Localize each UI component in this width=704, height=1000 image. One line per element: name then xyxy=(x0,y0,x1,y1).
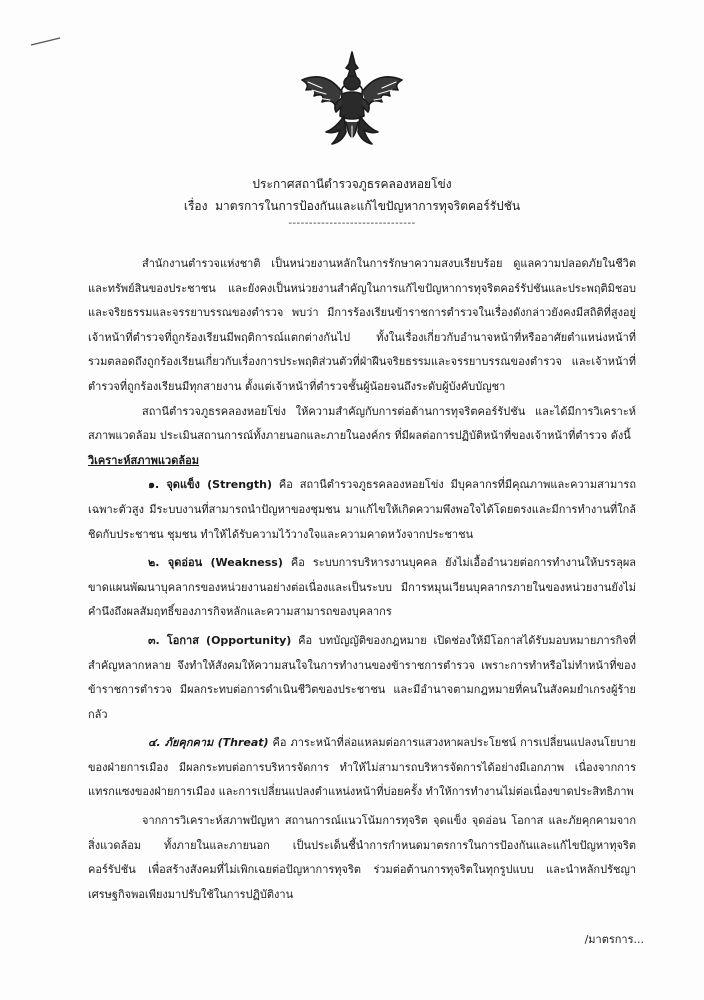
analysis-item-opportunity xyxy=(88,629,636,727)
item-title: ๔. ภัยคุกคาม (Threat) xyxy=(148,736,269,750)
item-title: ๒. จุดอ่อน (Weakness) xyxy=(148,556,283,570)
analysis-item-threat xyxy=(88,731,636,805)
subject-label: เรื่อง xyxy=(183,199,208,213)
announcement-subject xyxy=(0,195,704,217)
item-text: คือ ระบบการบริหารงานบุคคล ยังไม่เอื้ออำนวยต่อการทำงานให้บรรลุผล ขาดแผนพัฒนาบุคลากรของหน่วยงานอย่างต่อเนื่องและเป็นระบบ มีการหมุนเวียนบุคลากรภายในของหน่วยงานยังไม่คำนึงถึงผลสัมฤทธิ์ของภารกิจหลักและความสามารถของบุคลากร xyxy=(88,556,637,619)
document-body xyxy=(88,252,636,907)
intro-paragraph-2: สถานีตำรวจภูธรคลองหอยโข่ง ให้ความสำคัญกับการต่อต้านการทุจริตคอร์รัปชัน และได้มีการวิเคราะห์สภาพแวดล้อม ประเมินสถานการณ์ทั้งภายนอกและภายในองค์กร ที่มีผลต่อการปฏิบัติหน้าที่ของเจ้าหน้าที่ตำรวจ ดังนี้ xyxy=(88,404,636,443)
page-continuation: /มาตรการ... xyxy=(584,933,644,946)
item-text: คือ ภาระหน้าที่ล่อแหลมต่อการแสวงหาผลประโยชน์ การเปลี่ยนแปลงนโยบายของฝ่ายการเมือง มีผลกระทบต่อการบริหารจัดการ ทำให้ไม่สามารถบริหารจัดการได้อย่างมีเอกภาพ เนื่องจากการแทรกแซงของฝ่ายการเมือง และการเปลี่ยนแปลงตำแหน่งหน้าที่บ่อยครั้ง ทำให้การทำงานไม่ต่อเนื่องขาดประสิทธิภาพ xyxy=(88,736,636,799)
garuda-emblem-icon xyxy=(296,50,408,154)
subject-text: มาตรการในการป้องกันและแก้ไขปัญหาการทุจริตคอร์รัปชัน xyxy=(215,199,521,213)
analysis-heading: วิเคราะห์สภาพแวดล้อม xyxy=(88,453,199,467)
announcement-header xyxy=(0,173,704,231)
item-title: ๑. จุดแข็ง (Strength) xyxy=(148,478,273,492)
analysis-item-weakness xyxy=(88,551,636,625)
item-title: ๓. โอกาส (Opportunity) xyxy=(148,633,292,647)
scan-mark xyxy=(30,36,62,46)
analysis-conclusion: จากการวิเคราะห์สภาพปัญหา สถานการณ์แนวโน้มการทุจริต จุดแข็ง จุดอ่อน โอกาส และภัยคุกคามจากสิ่งแวดล้อม ทั้งภายในและภายนอก เป็นประเด็นชี้นำการกำหนดมาตรการในการป้องกันและแก้ไขปัญหาทุจริตคอร์รัปชัน เพื่อสร้างสังคมที่ไม่เพิกเฉยต่อปัญหาการทุจริต ร่วมต่อต้านการทุจริตในทุกรูปแบบ และนำหลักปรัชญาเศรษฐกิจพอเพียงมาปรับใช้ในการปฏิบัติงาน xyxy=(88,814,636,901)
item-text: คือ บทบัญญัติของกฎหมาย เปิดช่องให้มีโอกาสได้รับมอบหมายภารกิจที่สำคัญหลากหลาย จึงทำให้สังคมให้ความสนใจในการทำงานของข้าราชการตำรวจ เพราะการทำหรือไม่ทำหน้าที่ของข้าราชการตำรวจ มีผลกระทบต่อการดำเนินชีวิตของประชาชน และมีอำนาจตามกฎหมายที่คนในสังคมยำเกรงผู้ร้ายกลัว xyxy=(88,633,636,721)
analysis-item-strength xyxy=(88,473,636,547)
announcement-title: ประกาศสถานีตำรวจภูธรคลองหอยโข่ง xyxy=(252,177,452,191)
item-text: คือ สถานีตำรวจภูธรคลองหอยโข่ง มีบุคลากรที่มีคุณภาพและความสามารถเฉพาะตัวสูง มีระบบงานที่สามารถนำปัญหาของชุมชน มาแก้ไขให้เกิดความพึงพอใจได้โดยตรงและมีการทำงานที่ใกล้ชิดกับประชาชน ชุมชน ทำให้ได้รับความไว้วางใจและความคาดหวังจากประชาชน xyxy=(88,478,636,541)
title-divider: ------------------------------- xyxy=(288,218,416,229)
intro-paragraph-1: สำนักงานตำรวจแห่งชาติ เป็นหน่วยงานหลักในการรักษาความสงบเรียบร้อย ดูแลความปลอดภัยในชีวิตและทรัพย์สินของประชาชน และยังคงเป็นหน่วยงานสำคัญในการแก้ไขปัญหาการทุจริตคอร์รัปชันและประพฤติมิชอบและจริยธรรมและจรรยาบรรณของตำรวจ พบว่า มีการร้องเรียนข้าราชการตำรวจในเรื่องดังกล่าวยังคงมีสถิติที่สูงอยู่ เจ้าหน้าที่ตำรวจที่ถูกร้องเรียนมีพฤติการณ์แตกต่างกันไป ทั้งในเรื่องเกี่ยวกับอำนาจหน้าที่หรืออาศัยตำแหน่งหน้าที่ รวมตลอดถึงถูกร้องเรียนเกี่ยวกับเรื่องการประพฤติส่วนตัวที่ฝ่าฝืนจริยธรรมและจรรยาบรรณของตำรวจ และเจ้าหน้าที่ตำรวจที่ถูกร้องเรียนมีทุกสายงาน ตั้งแต่เจ้าหน้าที่ตำรวจชั้นผู้น้อยจนถึงระดับผู้บังคับบัญชา xyxy=(88,257,636,393)
